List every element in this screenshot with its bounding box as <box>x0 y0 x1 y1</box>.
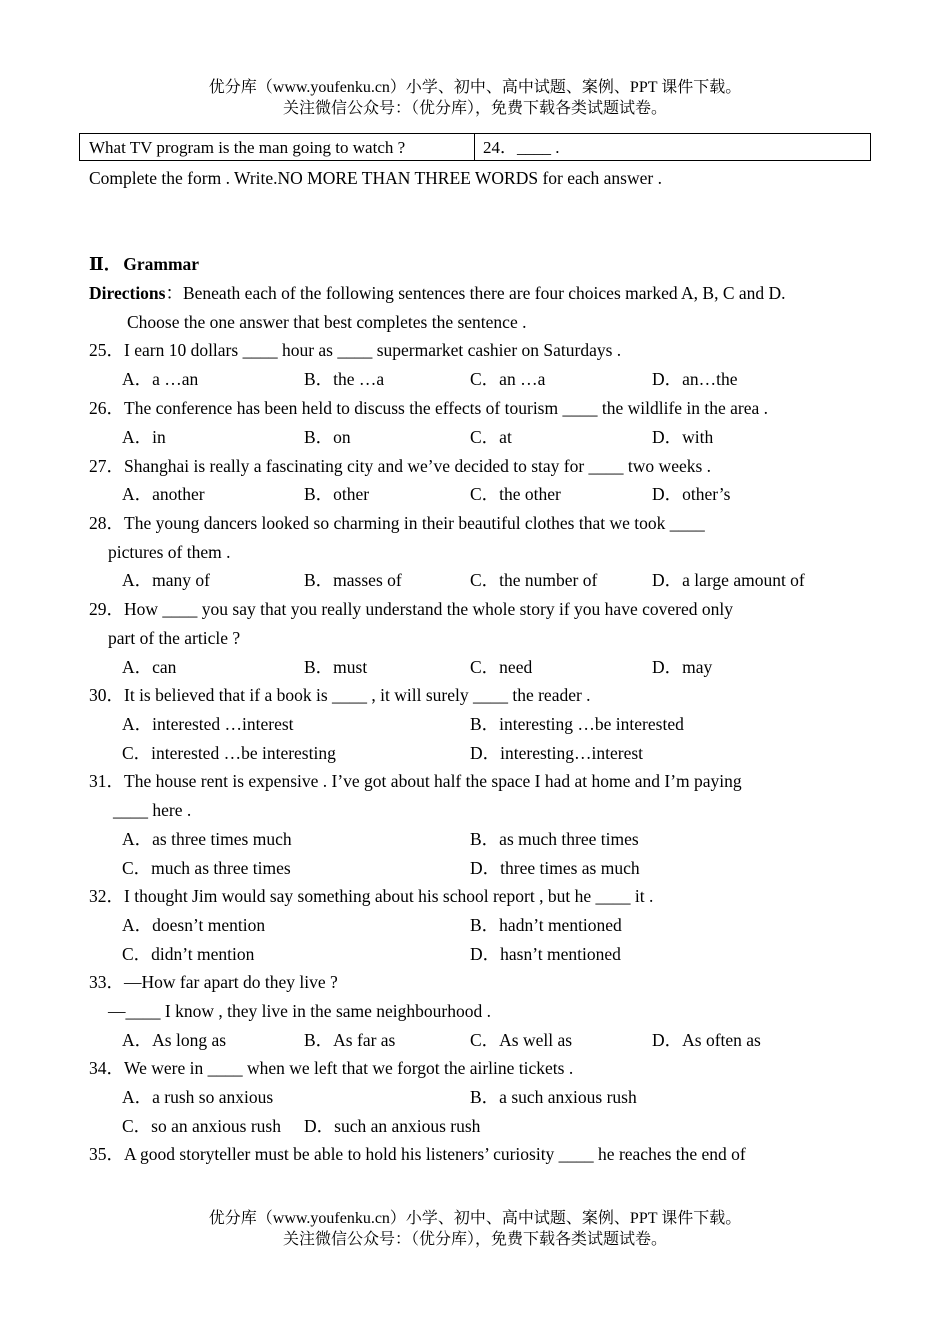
q29-option-c: C．need <box>470 657 533 677</box>
question-31-cont: ____ here . <box>113 800 192 820</box>
question-29-cont: part of the article ? <box>108 628 241 648</box>
q32-option-b: B．hadn’t mentioned <box>470 915 622 935</box>
q28-option-b: B．masses of <box>304 570 402 590</box>
q33-option-a: A．As long as <box>122 1030 227 1050</box>
section-number: Ⅱ． <box>89 254 122 274</box>
q26-option-a: A．in <box>122 427 166 447</box>
q25-option-d: D．an…the <box>652 369 738 389</box>
q34-option-a: A．a rush so anxious <box>122 1087 274 1107</box>
q26-option-c: C．at <box>470 427 512 447</box>
question-27: 27．Shanghai is really a fascinating city and we’ve decided to stay for ____ two weeks . <box>89 456 712 476</box>
q25-option-c: C．an …a <box>470 369 546 389</box>
q26-option-b: B．on <box>304 427 351 447</box>
form-table <box>79 133 871 161</box>
q33-option-b: B．As far as <box>304 1030 396 1050</box>
q25-option-b: B．the …a <box>304 369 385 389</box>
header-line-2: 关注微信公众号：（优分库），免费下载各类试题试卷。 <box>282 100 667 117</box>
directions-line-1 <box>89 282 786 304</box>
q25-option-a: A．a …an <box>122 369 199 389</box>
q29-option-b: B．must <box>304 657 368 677</box>
question-25: 25．I earn 10 dollars ____ hour as ____ supermarket cashier on Saturdays . <box>89 340 622 360</box>
q28-option-c: C．the number of <box>470 570 598 590</box>
q31-option-a: A．as three times much <box>122 829 292 849</box>
question-28: 28．The young dancers looked so charming in their beautiful clothes that we took ____ <box>89 513 705 533</box>
directions-line-2: Choose the one answer that best completes the sentence . <box>127 312 527 332</box>
q32-option-a: A．doesn’t mention <box>122 915 266 935</box>
q30-option-a: A．interested …interest <box>122 714 294 734</box>
question-35: 35．A good storyteller must be able to hold his listeners’ curiosity ____ he reaches the end of <box>89 1144 746 1164</box>
form-instruction: Complete the form . Write.NO MORE THAN THREE WORDS for each answer . <box>89 168 662 188</box>
question-28-cont: pictures of them . <box>108 542 231 562</box>
q32-option-c: C．didn’t mention <box>122 944 255 964</box>
question-30: 30．It is believed that if a book is ____ , it will surely ____ the reader . <box>89 685 591 705</box>
q34-option-b: B．a such anxious rush <box>470 1087 637 1107</box>
section-heading <box>89 253 199 275</box>
q29-option-a: A．can <box>122 657 177 677</box>
question-32: 32．I thought Jim would say something about his school report , but he ____ it . <box>89 886 654 906</box>
question-33-cont: —____ I know , they live in the same neighbourhood . <box>108 1001 491 1021</box>
q27-option-c: C．the other <box>470 484 561 504</box>
q33-option-c: C．As well as <box>470 1030 573 1050</box>
q32-option-d: D．hasn’t mentioned <box>470 944 621 964</box>
q34-option-d: D．such an anxious rush <box>304 1116 481 1136</box>
q26-option-d: D．with <box>652 427 714 447</box>
q30-option-b: B．interesting …be interested <box>470 714 684 734</box>
q31-option-c: C．much as three times <box>122 858 291 878</box>
q31-option-b: B．as much three times <box>470 829 639 849</box>
question-33: 33．—How far apart do they live ? <box>89 972 338 992</box>
section-title: Grammar <box>123 254 200 274</box>
q27-option-d: D．other’s <box>652 484 731 504</box>
form-answer-cell: 24．____ . <box>483 138 560 157</box>
q28-option-d: D．a large amount of <box>652 570 805 590</box>
directions-text-1: ：Beneath each of the following sentences there are four choices marked A, B, C and D. <box>165 283 786 303</box>
question-34: 34．We were in ____ when we left that we forgot the airline tickets . <box>89 1058 574 1078</box>
q33-option-d: D．As often as <box>652 1030 761 1050</box>
q28-option-a: A．many of <box>122 570 210 590</box>
q31-option-d: D．three times as much <box>470 858 640 878</box>
page-footer <box>0 1208 950 1250</box>
q30-option-d: D．interesting…interest <box>470 743 644 763</box>
page-header <box>0 77 950 119</box>
footer-line-2: 关注微信公众号：（优分库），免费下载各类试题试卷。 <box>282 1231 667 1248</box>
q27-option-a: A．another <box>122 484 205 504</box>
q27-option-b: B．other <box>304 484 370 504</box>
footer-line-1: 优分库（www.youfenku.cn）小学、初中、高中试题、案例、PPT 课件下载。 <box>208 1210 742 1227</box>
directions-label: Directions <box>89 283 166 303</box>
header-line-1: 优分库（www.youfenku.cn）小学、初中、高中试题、案例、PPT 课件下载。 <box>208 79 742 96</box>
q34-option-c: C．so an anxious rush <box>122 1116 281 1136</box>
q30-option-c: C．interested …be interesting <box>122 743 336 763</box>
form-question-cell: What TV program is the man going to watch ? <box>80 134 475 160</box>
question-26: 26．The conference has been held to discuss the effects of tourism ____ the wildlife in the area . <box>89 398 769 418</box>
q29-option-d: D．may <box>652 657 713 677</box>
question-29: 29．How ____ you say that you really understand the whole story if you have covered only <box>89 599 733 619</box>
question-31: 31．The house rent is expensive . I’ve got about half the space I had at home and I’m paying <box>89 771 742 791</box>
